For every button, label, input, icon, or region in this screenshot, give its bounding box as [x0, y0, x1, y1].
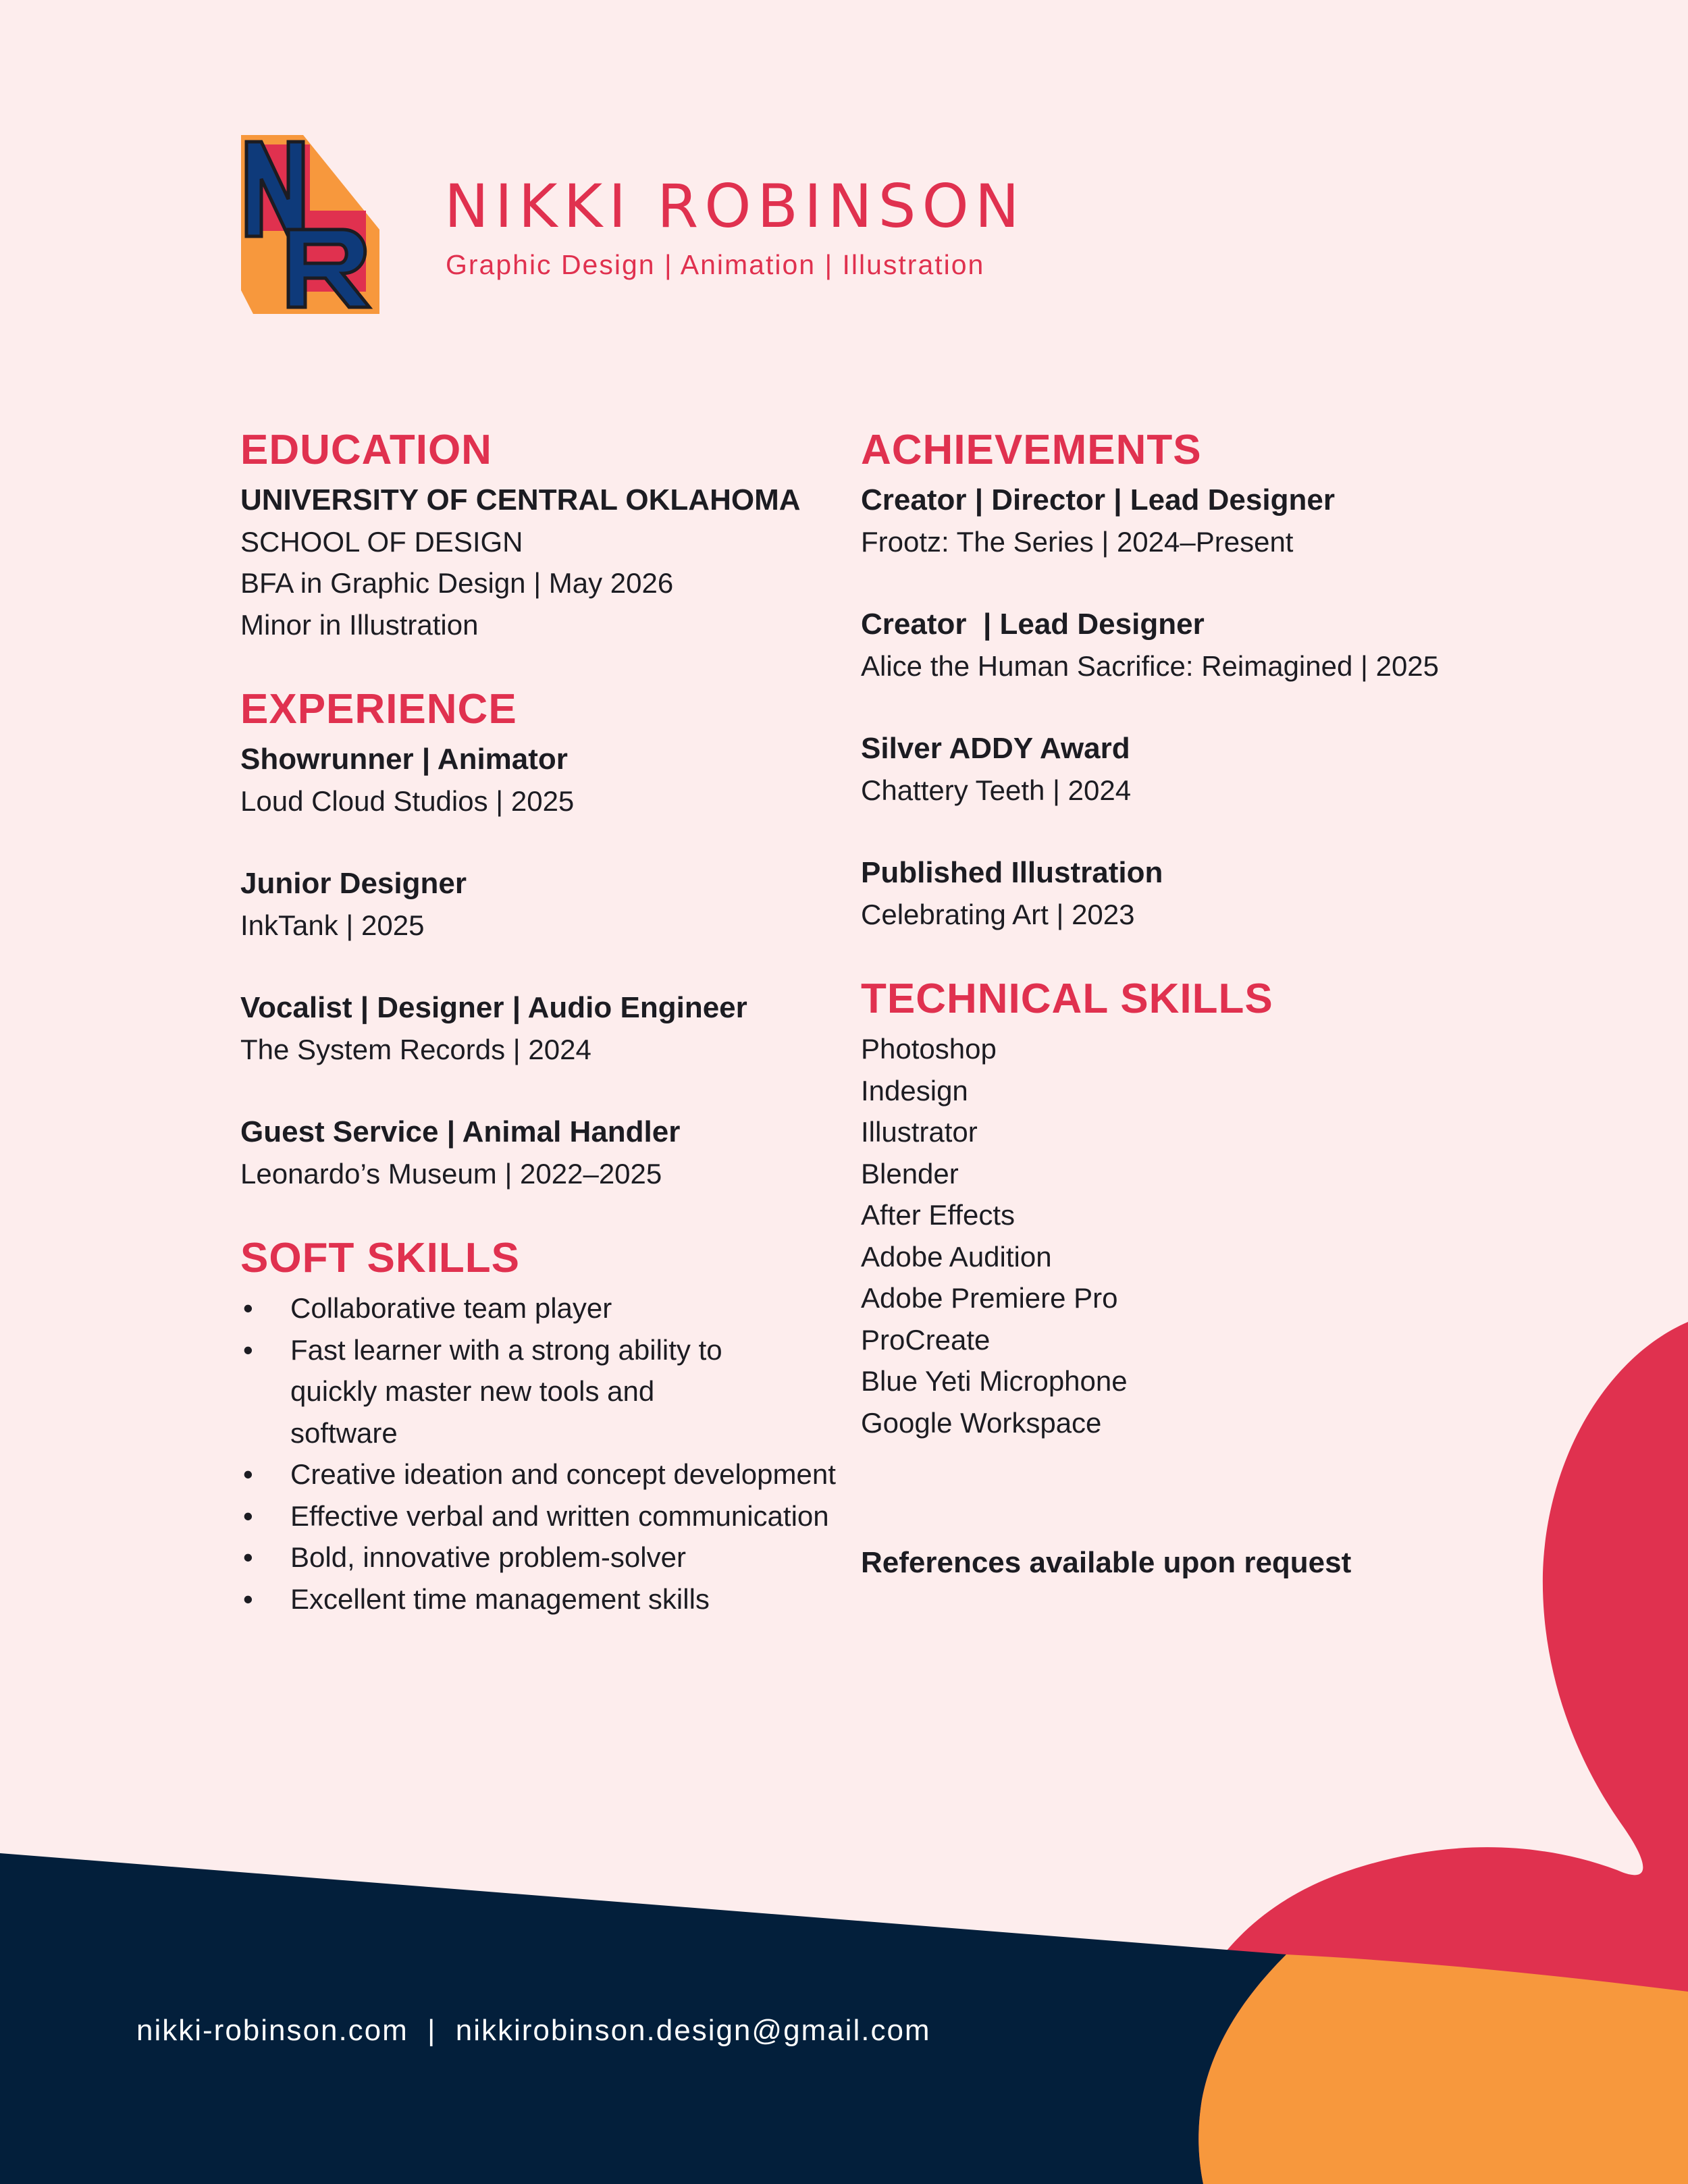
logo-monogram	[241, 135, 379, 314]
technical-skill-item: Blue Yeti Microphone	[861, 1365, 1128, 1397]
achievement-detail: Frootz: The Series | 2024–Present	[861, 525, 1294, 558]
email-link[interactable]: nikkirobinson.design@gmail.com	[455, 2014, 931, 2047]
achievement-detail: Chattery Teeth | 2024	[861, 774, 1132, 806]
experience-detail: InkTank | 2025	[240, 909, 425, 941]
soft-skill-text: Excellent time management skills	[290, 1582, 710, 1615]
achievement-detail: Celebrating Art | 2023	[861, 898, 1135, 930]
experience-role: Vocalist | Designer | Audio Engineer	[240, 991, 747, 1024]
soft-skills-heading: SOFT SKILLS	[240, 1235, 520, 1281]
orange-blob	[1198, 1954, 1688, 2184]
education-heading: EDUCATION	[240, 427, 492, 473]
achievement-item	[861, 479, 1536, 562]
technical-skills-section	[861, 978, 1536, 1443]
soft-skills-section	[240, 1237, 848, 1620]
soft-skill-text: Collaborative team player	[290, 1292, 612, 1324]
technical-skill-item: After Effects	[861, 1199, 1015, 1231]
brand-name: NIKKI ROBINSON	[444, 171, 1026, 241]
experience-detail: Leonardo’s Museum | 2022–2025	[240, 1157, 662, 1190]
experience-detail: The System Records | 2024	[240, 1033, 591, 1065]
right-column	[861, 429, 1536, 1443]
brand-tagline: Graphic Design | Animation | Illustration	[446, 249, 985, 280]
footer-contact	[136, 2014, 931, 2048]
experience-item	[240, 1111, 848, 1194]
soft-skill-text: Creative ideation and concept development	[290, 1458, 836, 1490]
achievement-title: Creator | Lead Designer	[861, 608, 1205, 641]
achievement-item	[861, 852, 1536, 935]
soft-skill-text: Bold, innovative problem-solver	[290, 1541, 686, 1573]
bullet-icon: •	[243, 1333, 253, 1366]
website-link[interactable]: nikki-robinson.com	[136, 2014, 408, 2047]
experience-item	[240, 739, 848, 822]
bullet-icon: •	[243, 1582, 253, 1615]
soft-skill-text: Fast learner with a strong ability to quickly master new tools and software	[290, 1333, 722, 1449]
soft-skill-item	[240, 1537, 848, 1578]
achievement-title: Silver ADDY Award	[861, 732, 1130, 765]
technical-skill-item: Blender	[861, 1157, 959, 1190]
bullet-icon: •	[243, 1458, 253, 1490]
bullet-icon: •	[243, 1292, 253, 1324]
experience-heading: EXPERIENCE	[240, 686, 517, 733]
achievement-title: Published Illustration	[861, 856, 1163, 889]
technical-skill-item: Indesign	[861, 1074, 968, 1107]
technical-skill-item: Photoshop	[861, 1033, 997, 1065]
bullet-icon: •	[243, 1541, 253, 1573]
soft-skills-list	[240, 1287, 848, 1620]
soft-skill-text: Effective verbal and written communication	[290, 1499, 829, 1532]
achievement-item	[861, 604, 1536, 687]
education-department: SCHOOL OF DESIGN	[240, 525, 523, 558]
technical-skill-item: Adobe Premiere Pro	[861, 1282, 1118, 1314]
education-degree: BFA in Graphic Design | May 2026	[240, 567, 674, 599]
soft-skill-item	[240, 1578, 848, 1620]
education-school: UNIVERSITY OF CENTRAL OKLAHOMA	[240, 483, 801, 516]
education-minor: Minor in Illustration	[240, 608, 479, 641]
soft-skill-item	[240, 1454, 848, 1495]
experience-section	[240, 686, 848, 1194]
bullet-icon: •	[243, 1499, 253, 1532]
achievement-title: Creator | Director | Lead Designer	[861, 483, 1335, 516]
experience-item	[240, 987, 848, 1070]
footer-separator: |	[427, 2014, 437, 2047]
achievements-heading: ACHIEVEMENTS	[861, 427, 1202, 473]
technical-skill-item: Illustrator	[861, 1116, 978, 1148]
soft-skill-item	[240, 1329, 763, 1454]
experience-detail: Loud Cloud Studios | 2025	[240, 784, 575, 817]
technical-skill-item: Adobe Audition	[861, 1240, 1052, 1273]
experience-item	[240, 863, 848, 946]
technical-skills-heading: TECHNICAL SKILLS	[861, 976, 1273, 1022]
experience-role: Showrunner | Animator	[240, 743, 568, 776]
achievement-item	[861, 728, 1536, 811]
soft-skill-item	[240, 1287, 848, 1329]
achievement-detail: Alice the Human Sacrifice: Reimagined | 2025	[861, 649, 1440, 682]
experience-role: Junior Designer	[240, 867, 467, 900]
left-column	[240, 429, 848, 1620]
references-note: References available upon request	[861, 1546, 1352, 1579]
education-section	[240, 429, 848, 645]
experience-role: Guest Service | Animal Handler	[240, 1115, 681, 1148]
soft-skill-item	[240, 1495, 848, 1537]
technical-skill-item: Google Workspace	[861, 1406, 1102, 1439]
achievements-section	[861, 429, 1536, 935]
technical-skill-item: ProCreate	[861, 1323, 991, 1356]
